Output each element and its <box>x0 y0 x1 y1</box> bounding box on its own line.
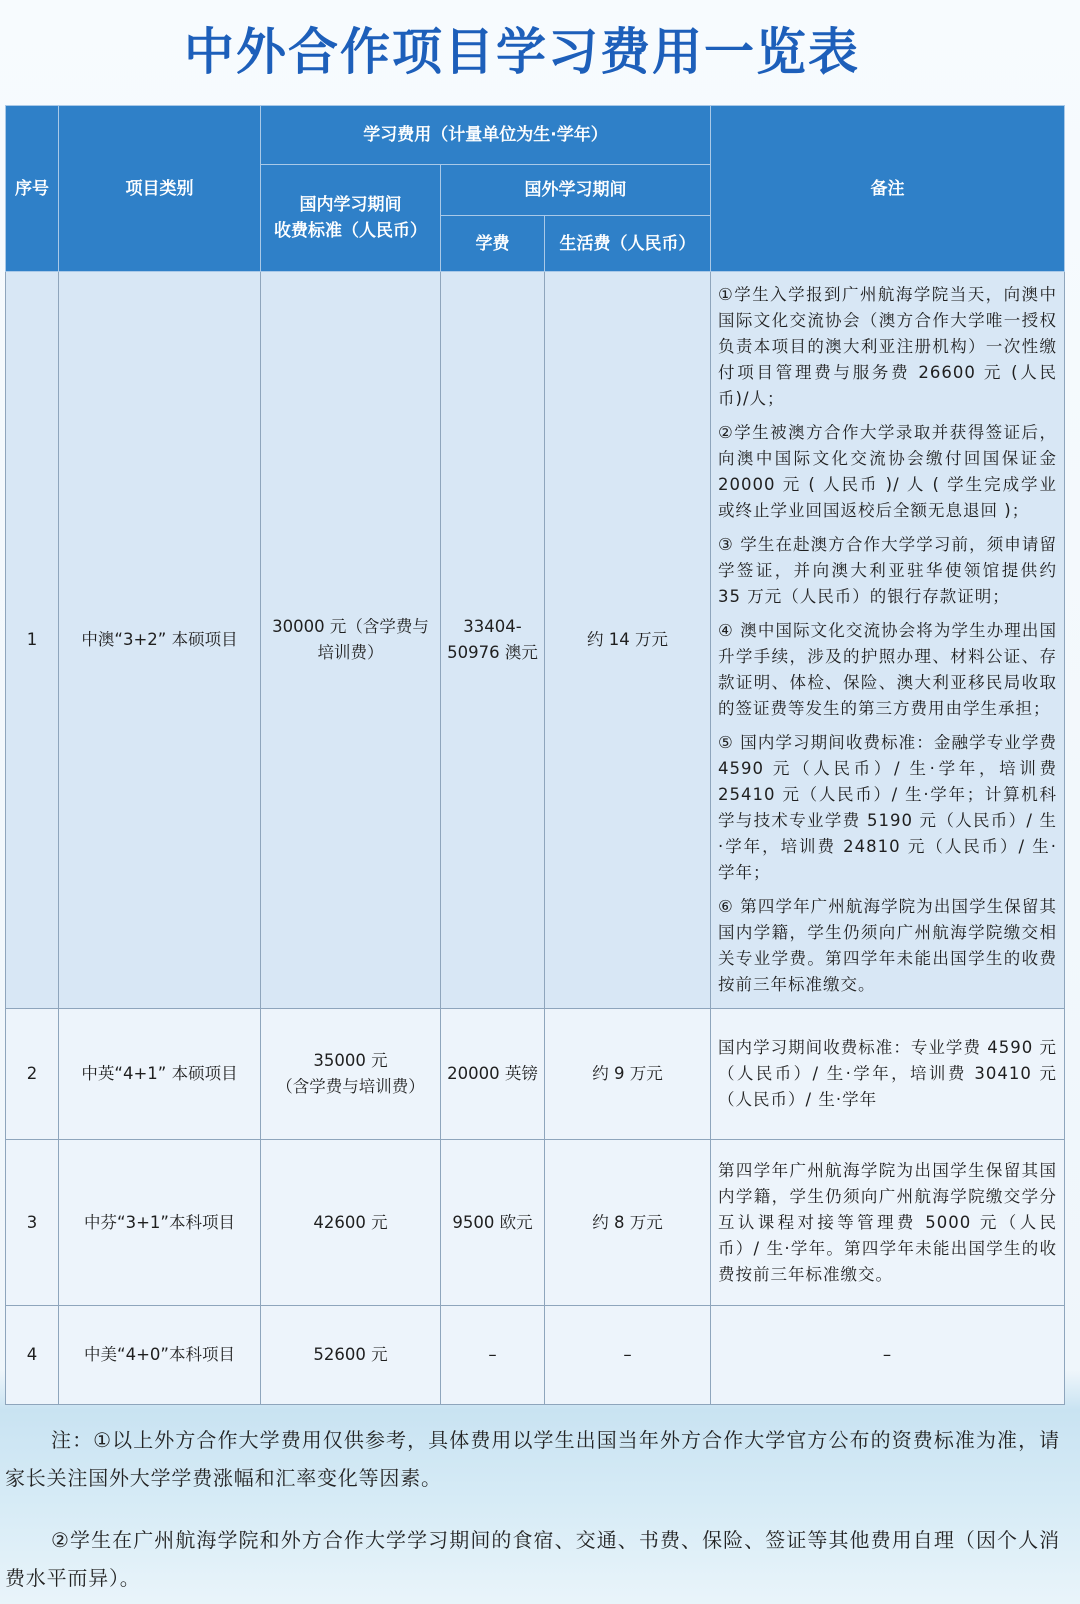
domestic-fee-cell <box>261 1140 441 1306</box>
footnote: ②学生在广州航海学院和外方合作大学学习期间的食宿、交通、书费、保险、签证等其他费用自理（因个人消费水平而异）。 <box>5 1528 1060 1590</box>
abroad-tuition-cell: – <box>441 1306 545 1405</box>
row-index-cell: 4 <box>6 1306 59 1405</box>
header-row <box>6 106 1065 165</box>
project-category-cell: 中澳“3+2” 本硕项目 <box>59 272 261 1009</box>
domestic-fee-text: 52600 元 <box>313 1345 388 1364</box>
table-row <box>6 1306 1065 1405</box>
remark-item: ②学生被澳方合作大学录取并获得签证后，向澳中国际文化交流协会缴付回国保证金 20000 元 ( 人民币 )/ 人 ( 学生完成学业或终止学业回国返校后全额无息退回 )； <box>718 423 1058 520</box>
row-index-cell: 1 <box>6 272 59 1009</box>
remarks-cell <box>711 272 1065 1009</box>
domestic-fee-text: 30000 元（含学费与培训费） <box>272 617 429 662</box>
remarks-cell <box>711 1140 1065 1306</box>
remark-item: ⑥ 第四学年广州航海学院为出国学生保留其国内学籍，学生仍须向广州航海学院缴交相关专业学费。第四学年未能出国学生的收费按前三年标准缴交。 <box>718 897 1058 994</box>
header-index: 序号 <box>6 106 59 272</box>
header-living-cost: 生活费（人民币） <box>545 216 711 272</box>
remarks-cell <box>711 1009 1065 1140</box>
page-title: 中外合作项目学习费用一览表 <box>184 23 860 81</box>
living-cost-cell: 约 8 万元 <box>545 1140 711 1306</box>
living-cost-cell: – <box>545 1306 711 1405</box>
living-cost-cell: 约 14 万元 <box>545 272 711 1009</box>
footnotes <box>5 1421 1060 1597</box>
remark-item: ④ 澳中国际文化交流协会将为学生办理出国升学手续，涉及的护照办理、材料公证、存款证明、体检、保险、澳大利亚移民局收取的签证费等发生的第三方费用由学生承担； <box>718 621 1058 718</box>
table-row <box>6 1140 1065 1306</box>
remarks-cell <box>711 1306 1065 1405</box>
header-category: 项目类别 <box>59 106 261 272</box>
domestic-fee-text: 35000 元 <box>313 1051 388 1070</box>
domestic-fee-text: 42600 元 <box>313 1212 388 1232</box>
project-category-cell: 中英“4+1” 本硕项目 <box>59 1009 261 1140</box>
header-fees-group: 学习费用（计量单位为生·学年） <box>261 106 711 165</box>
table-body <box>6 272 1065 1405</box>
header-remarks: 备注 <box>711 106 1065 272</box>
table-row <box>6 1009 1065 1140</box>
table-header <box>6 106 1065 272</box>
domestic-fee-cell <box>261 1009 441 1140</box>
living-cost-cell: 约 9 万元 <box>545 1009 711 1140</box>
project-category-cell: 中芬“3+1”本科项目 <box>59 1140 261 1306</box>
project-category-cell: 中美“4+0”本科项目 <box>59 1306 261 1405</box>
domestic-fee-cell <box>261 272 441 1009</box>
table-row <box>6 272 1065 1009</box>
remark-item: ①学生入学报到广州航海学院当天，向澳中国际文化交流协会（澳方合作大学唯一授权负责本项目的澳大利亚注册机构）一次性缴付项目管理费与服务费 26600 元 (人民币)/人； <box>718 285 1058 408</box>
domestic-fee-text: （含学费与培训费） <box>276 1077 425 1096</box>
footnote: 注：①以上外方合作大学费用仅供参考，具体费用以学生出国当年外方合作大学官方公布的资费标准为准，请家长关注国外大学学费涨幅和汇率变化等因素。 <box>5 1428 1060 1490</box>
header-domestic-fee <box>261 165 441 272</box>
header-abroad-group: 国外学习期间 <box>441 165 711 216</box>
abroad-tuition-cell: 33404-​50976 澳元 <box>441 272 545 1009</box>
row-index-cell: 3 <box>6 1140 59 1306</box>
abroad-tuition-cell: 20000 英镑 <box>441 1009 545 1140</box>
header-tuition: 学费 <box>441 216 545 272</box>
domestic-fee-cell <box>261 1306 441 1405</box>
abroad-tuition-cell: 9500 欧元 <box>441 1140 545 1306</box>
fee-table <box>5 105 1065 1405</box>
header-domestic-line: 国内学习期间 <box>299 195 402 215</box>
remark-item: 第四学年广州航海学院为出国学生保留其国内学籍，学生仍须向广州航海学院缴交学分互认课程对接等管理费 5000 元（人民币）/ 生·学年。第四学年未能出国学生的收费按前三年标准缴交。 <box>718 1160 1058 1284</box>
remark-item: – <box>882 1345 893 1364</box>
row-index-cell: 2 <box>6 1009 59 1140</box>
header-domestic-line: 收费标准（人民币） <box>274 221 427 241</box>
remark-item: ③ 学生在赴澳方合作大学学习前，须申请留学签证，并向澳大利亚驻华使领馆提供约 35 万元（人民币）的银行存款证明； <box>718 535 1058 606</box>
remark-item: 国内学习期间收费标准：专业学费 4590 元（人民币）/ 生·学年，培训费 30410 元（人民币）/ 生·学年 <box>718 1038 1058 1109</box>
remark-item: ⑤ 国内学习期间收费标准：金融学专业学费 4590 元（人民币）/ 生·学年，培训费 25410 元（人民币）/ 生·学年；计算机科学与技术专业学费 5190 元（人民币）/ 生·学年，培训费 24810 元（人民币）/ 生·学年； <box>718 733 1058 882</box>
